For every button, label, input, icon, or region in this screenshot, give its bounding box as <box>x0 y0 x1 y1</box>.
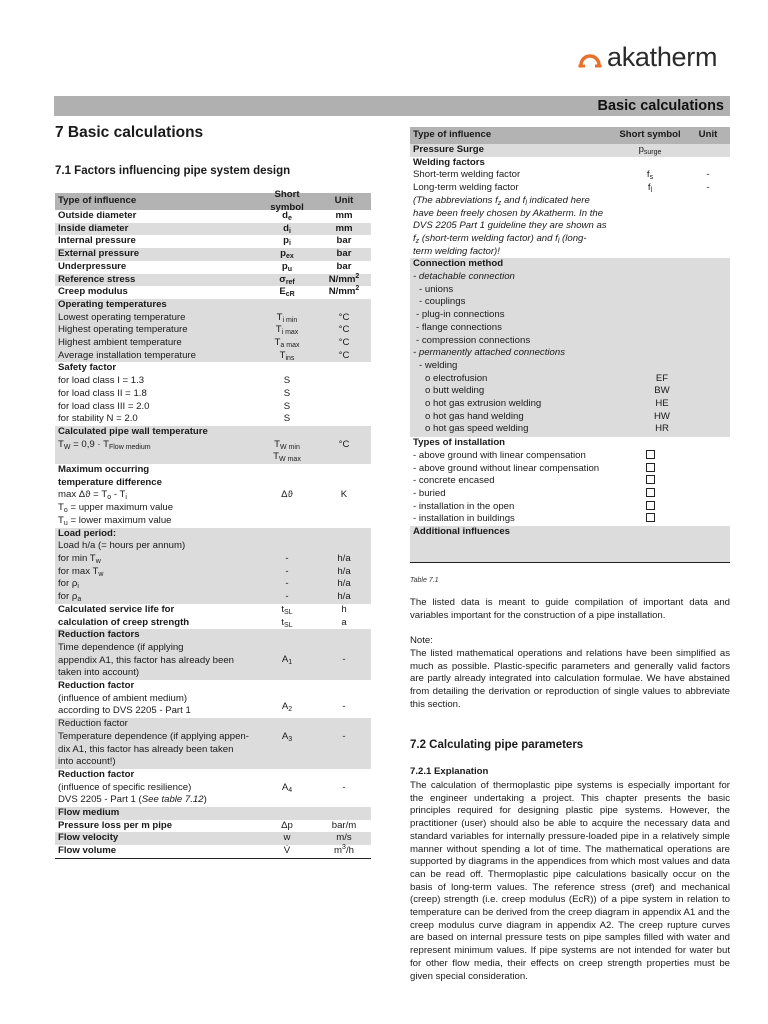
paragraph-explanation: The calculation of thermoplastic pipe systems is especially important for the engineer undertaking a project. This chapter presents the basic principles required for designing plastic pipe systems. However, the practitioner (user) should also be able to acquire the necessary data and standard variables for internally pressure-loaded pipe in a relatively simple manner without spending a lot of time. The mathematical operations are supported by diagrams in the appendices from which most values and data can be read off. Thermoplastic pipe calculations basically occur on the basis of long-term values. The reference stress (σref) and mechanical (creep) strength (i.e. creep modulus (EcR)) of a pipe system in relation to temperature can be derived from the creep diagram in appendix A1 and the creep modulus curve diagram in appendix A2. The creep rupture curves are based on internal pressure tests on pipe samples filled with water and represent minimum values. If pipe systems are not intended for water but for other flow media, their effects on creep strength properties must be given special consideration. <box>410 780 730 982</box>
paragraph-note: The listed mathematical operations and relations have been simplified as much as possible. Plastic-specific parameters and generally valid factors are partly already integrated into calculation formulae. We have abstained from detailing the derivation or reproduction of single values to abbreviate this section. <box>410 648 730 710</box>
note-label: Note: <box>410 635 433 646</box>
table-row: Reference stress $\sigma_{ref}$ $N/mm^2$ <box>55 274 371 287</box>
table-group-safety: Safety factor for load class I = 1.3 S for load class II = 1.8 S for load class III = 2.0 S for stability N = 2.0 S <box>58 362 291 425</box>
akatherm-logo <box>578 40 717 74</box>
table-row: Flow velocity w m/s <box>55 832 371 845</box>
table-row: Flow medium <box>55 807 371 820</box>
table-group-temp-difference: Maximum occurring temperature difference $\max \Delta ϑ = T_o - T_i$ Δϑ K $T_o$ = upper maximum value $T_u$ = lower maximum value <box>58 464 348 527</box>
table-group-welding-factors: Welding factors Short-term welding factor $f_s$ - Long-term welding factor $f_l$ - (The abbreviations $f_z$ and $f_l$ indicated here have been freely chosen by Akatherm. In the DVS 2205 Part 1 guideline they are shown as $f_z$ (short-term welding factor) and $f_l$ (long- term welding factor)! <box>413 156 710 257</box>
table-group-reduction-a3: Reduction factor Temperature dependence (if applying appen- dix A1, this factor has already been taken into account!) $A_3$ - <box>55 718 371 769</box>
table-row: Flow volume V̇ $m^3/h$ <box>55 845 371 859</box>
table-group-additional: Additional influences <box>410 526 730 563</box>
section-7-2-title: 7.2 Calculating pipe parameters <box>410 739 584 751</box>
install-option: - above ground with linear compensation <box>410 450 730 463</box>
table-group-wall-temp: Calculated pipe wall temperature $T_W = 0,9 \cdot T_{Flow medium}$ $T_{W min}$ $T_{W max}$ °C <box>55 426 371 464</box>
influence-table-left <box>55 188 371 859</box>
section-7-2-1-title: 7.2.1 Explanation <box>410 766 489 777</box>
table-group-reduction-a4: Reduction factor (influence of specific resilience) DVS 2205 - Part 1 (See table 7.12) $A_4$ - <box>58 768 346 806</box>
table-row: Creep modulus $E_{cR}$ $N/mm^2$ <box>58 285 360 299</box>
install-option: - above ground without linear compensation <box>410 463 730 476</box>
table-row: Outside diameter $d_e$ mm <box>58 210 353 222</box>
table-row: Inside diameter $d_i$ mm <box>55 223 371 236</box>
install-option: - concrete encased <box>410 475 730 488</box>
table-group-operating-temps: Operating temperatures Lowest operating temperature $T_{i min}$ °C Highest operating temperature $T_{i max}$ °C Highest ambient temperature $T_{a max}$ °C Average installation temperature $T_{ins}$ °C <box>55 299 371 363</box>
checkbox[interactable] <box>646 463 655 472</box>
table-group-reduction-a1: Reduction factors Time dependence (if applying appendix A1, this factor has already been taken into account) $A_1$ - <box>55 629 371 680</box>
section-7-1-title: 7.1 Factors influencing pipe system design <box>55 165 291 177</box>
table-group-installation: Types of installation - above ground with linear compensation - above ground without linear compensation - concrete encased - buried - installation in the open - installation in buildings <box>410 437 730 526</box>
table-header <box>55 188 371 213</box>
header-symbol: Short symbol <box>619 129 681 141</box>
install-option: - installation in buildings <box>410 513 730 526</box>
header-type: Type of influence <box>58 195 137 207</box>
table-row: Pressure loss per m pipe Δp bar/m <box>58 819 357 831</box>
table-header <box>410 127 730 144</box>
table-group-reduction-a2: Reduction factor (influence of ambient medium) according to DVS 2205 - Part 1 $A_2$ - <box>58 680 346 717</box>
checkbox[interactable] <box>646 475 655 484</box>
header-unit: Unit <box>698 129 718 141</box>
table-row: Internal pressure $p_i$ bar <box>58 235 352 248</box>
influence-table-right <box>410 127 730 563</box>
header-unit: Unit <box>334 195 354 207</box>
table-caption: Table 7.1 <box>410 577 439 584</box>
checkbox[interactable] <box>646 501 655 510</box>
table-row: Underpressure $p_u$ bar <box>58 260 352 273</box>
checkbox[interactable] <box>646 513 655 522</box>
section-header-title: Basic calculations <box>597 98 724 114</box>
header-symbol: Short symbol <box>270 188 304 213</box>
brand-name: akatherm <box>607 41 718 72</box>
install-option: - installation in the open <box>410 501 730 514</box>
table-row: External pressure $p_{ex}$ bar <box>55 248 371 261</box>
table-group-load-period: Load period: Load h/a (= hours per annum) for $\min T_w$ - h/a for $\max T_w$ - h/a for $\rho_i$ - h/a for $\rho_a$ - h/a <box>55 528 371 604</box>
paragraph-intro: The listed data is meant to guide compilation of important data and variables important for the construction of a pipe installation. <box>410 597 730 621</box>
header-type: Type of influence <box>413 129 492 141</box>
checkbox[interactable] <box>646 450 655 459</box>
install-option: - buried <box>410 488 730 501</box>
chapter-title: 7 Basic calculations <box>55 124 204 141</box>
table-group-service-life: Calculated service life for $t_{SL}$ h calculation of creep strength $t_{SL}$ a <box>58 603 347 629</box>
akatherm-logo-icon <box>578 46 602 68</box>
table-group-connection: Connection method - detachable connection - unions - couplings - plug-in connections - flange connections - compression connections - permanently attached connections - welding o electrofusion EF o butt welding BW o hot gas extrusion welding HE o hot gas hand welding HW o hot gas speed welding HR <box>410 258 730 437</box>
header-bar <box>54 96 730 116</box>
checkbox[interactable] <box>646 488 655 497</box>
table-row: Pressure Surge $p_{surge}$ <box>410 144 730 157</box>
